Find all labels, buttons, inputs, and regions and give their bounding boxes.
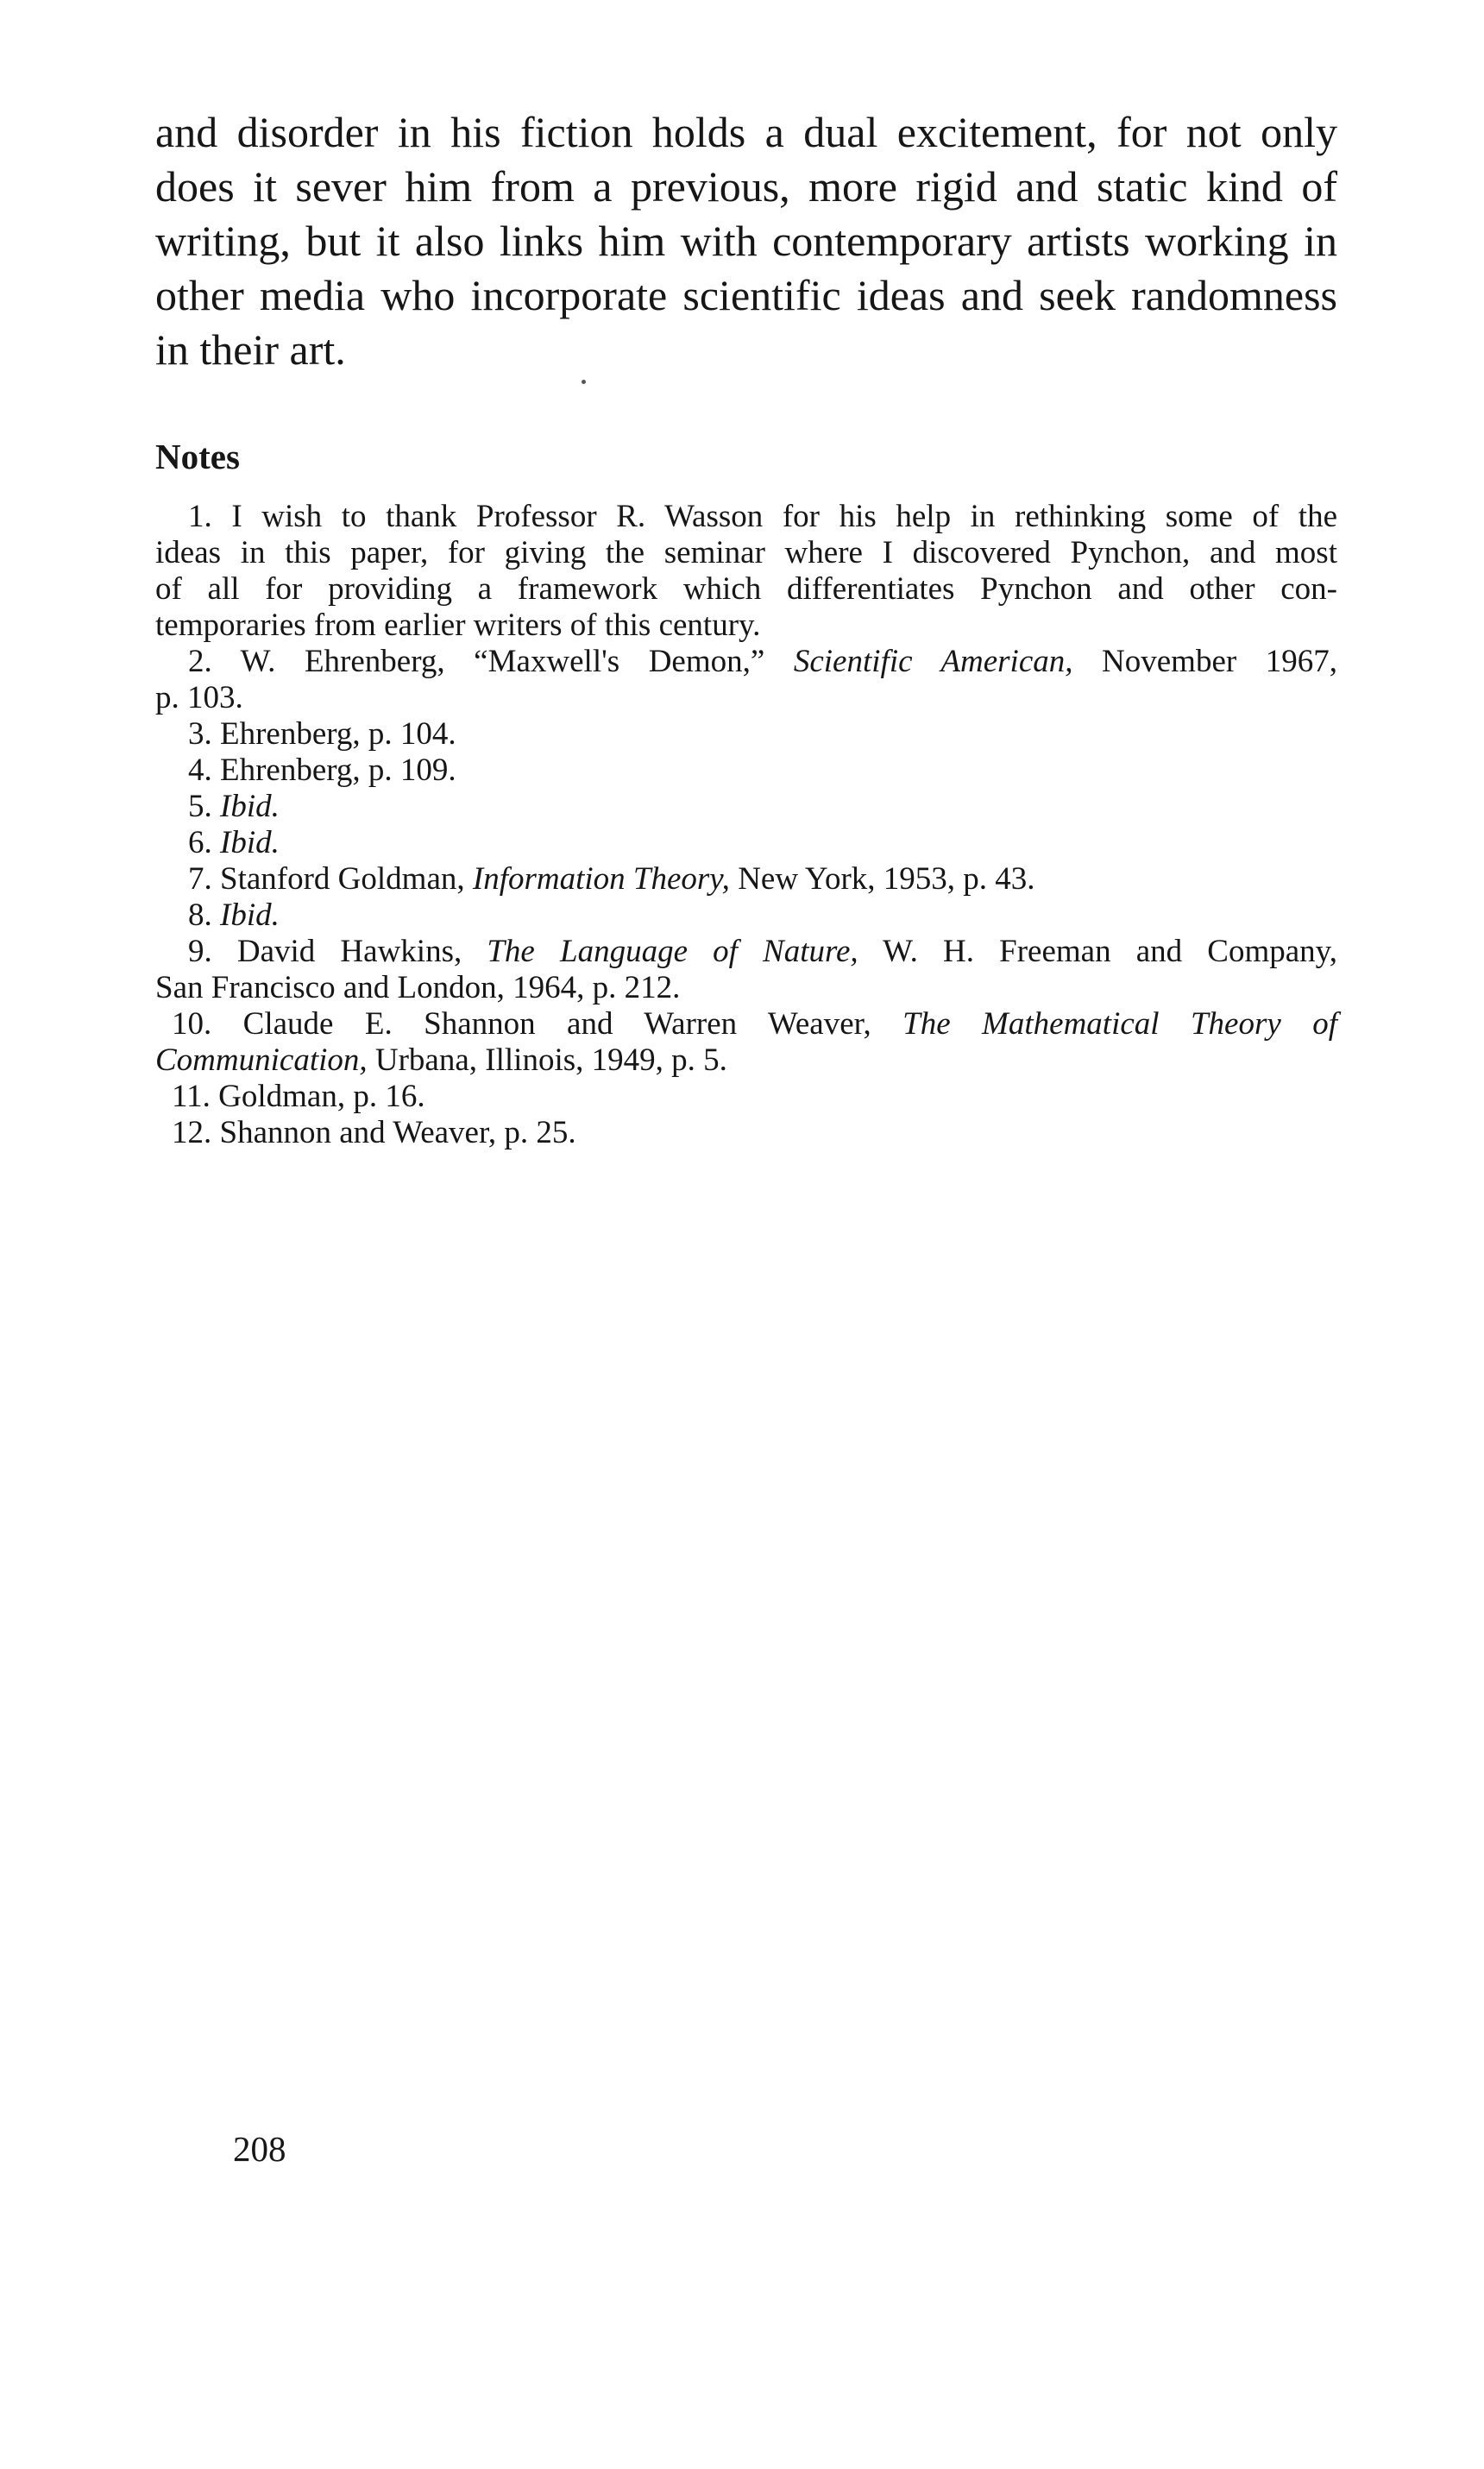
note-1-line: of all for providing a framework which differentiates Pynchon and other con- [155,571,1337,607]
note-12: 12. Shannon and Weaver, p. 25. [172,1115,576,1150]
note-7-title: Information Theory, [472,861,730,897]
note-2-line [155,644,1337,680]
note-10-title-cont: Communication, [155,1042,368,1078]
body-line: does it sever him from a previous, more rigid and static kind of [155,162,1337,211]
note-10-rest: Urbana, Illinois, 1949, p. 5. [367,1042,727,1078]
body-line: other media who incorporate scientific ideas and seek randomness [155,271,1337,319]
note-9-rest: W. H. Freeman and Company, [858,934,1338,969]
note-4: 4. Ehrenberg, p. 109. [188,753,456,788]
note-1-line: ideas in this paper, for giving the seminar where I discovered Pynchon, and most [155,535,1337,570]
note-9-text: 9. David Hawkins, [188,934,487,969]
note-9-title: The Language of Nature, [487,934,858,969]
note-2-line: p. 103. [155,680,243,715]
page-number: 208 [233,2129,286,2169]
note-7-rest: New York, 1953, p. 43. [729,861,1035,897]
note-10-line [155,1006,1337,1042]
note-10-text: 10. Claude E. Shannon and Warren Weaver, [172,1006,903,1042]
note-10-title: The Mathematical Theory of [902,1006,1337,1042]
note-6-text: Ibid. [220,825,280,860]
note-1-line: temporaries from earlier writers of this century. [155,608,761,643]
body-line: and disorder in his fiction holds a dual excitement, for not only [155,108,1337,156]
note-8 [155,898,1337,934]
note-2-journal: Scientific American, [793,644,1073,679]
body-line: in their art. [155,325,346,374]
note-10-line [155,1042,1337,1079]
note-3: 3. Ehrenberg, p. 104. [188,716,456,752]
note-8-number: 8. [188,898,220,933]
note-2-date: November 1967, [1072,644,1338,679]
notes-heading: Notes [155,437,240,476]
note-5 [155,789,1337,825]
note-5-number: 5. [188,789,220,824]
stray-dot [582,380,586,384]
note-2-text: 2. W. Ehrenberg, “Maxwell's Demon,” [188,644,794,679]
note-9-line: San Francisco and London, 1964, p. 212. [155,970,681,1005]
note-5-text: Ibid. [220,789,280,824]
note-7-text: 7. Stanford Goldman, [188,861,473,897]
notes-list [155,499,1337,1151]
note-6-number: 6. [188,825,220,860]
note-8-text: Ibid. [220,898,280,933]
note-7 [155,861,1337,898]
note-1-line: 1. I wish to thank Professor R. Wasson for his help in rethinking some of the [188,499,1337,534]
note-11: 11. Goldman, p. 16. [172,1079,425,1114]
body-paragraph [155,105,1337,377]
note-6 [155,825,1337,861]
body-line: writing, but it also links him with contemporary artists working in [155,217,1337,265]
note-9-line [155,934,1337,970]
